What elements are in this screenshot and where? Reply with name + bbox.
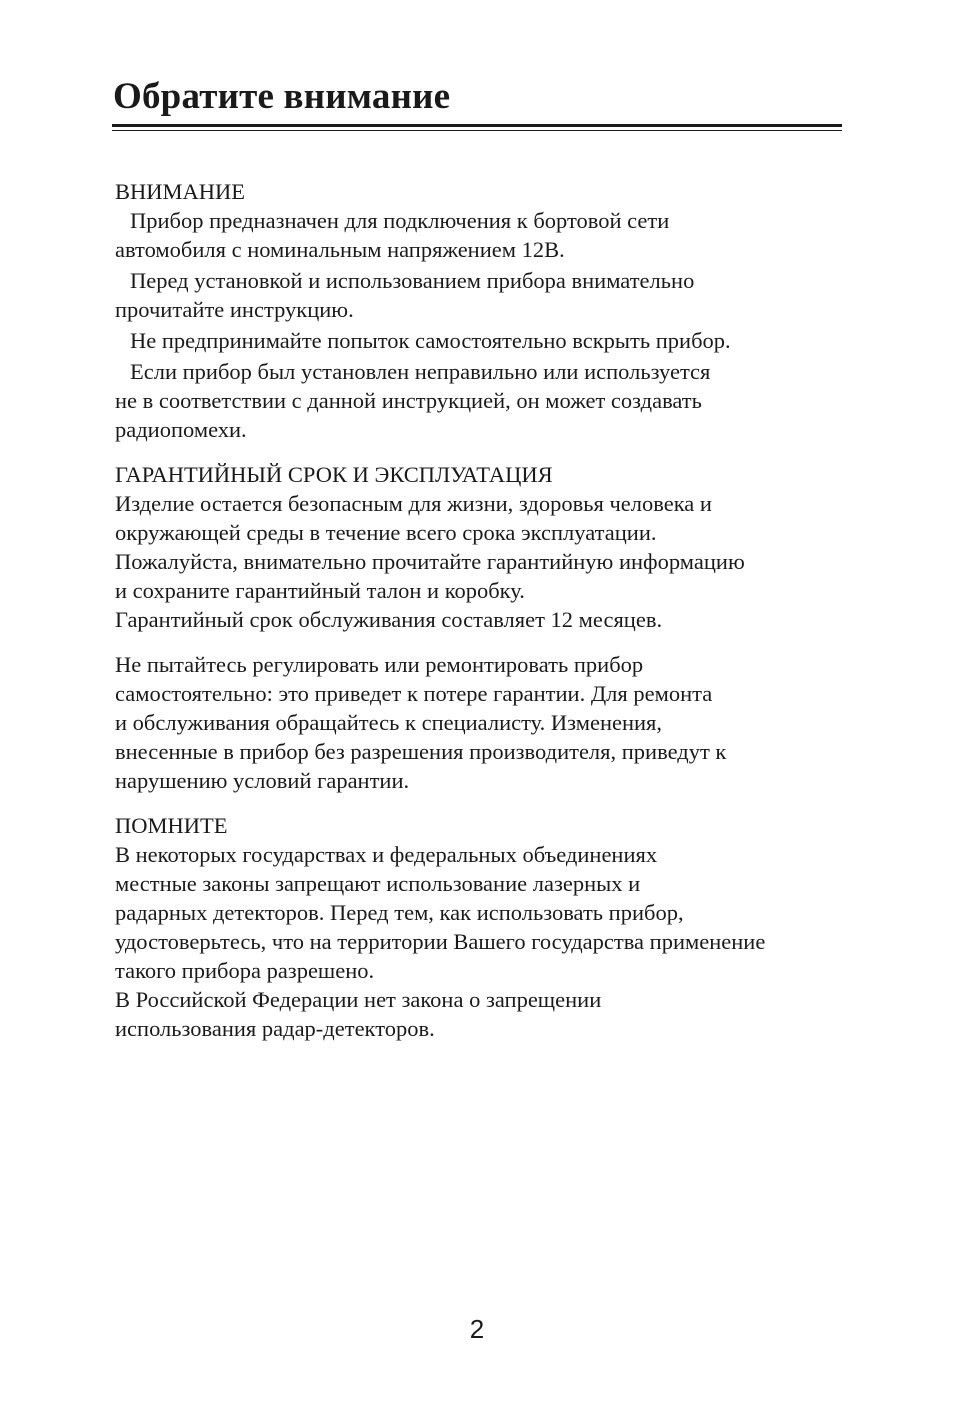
paragraph-line: Изделие остается безопасным для жизни, здоровья человека и [115,491,712,516]
paragraph-line: окружающей среды в течение всего срока эксплуатации. [115,520,657,545]
paragraph-line: прочитайте инструкцию. [115,297,354,322]
paragraph-line: использования радар-детекторов. [115,1016,435,1041]
paragraph-line: местные законы запрещают использование лазерных и [115,871,641,896]
section-heading-attention: ВНИМАНИЕ [115,179,246,204]
paragraph-line: Перед установкой и использованием прибора внимательно [130,268,695,293]
paragraph-line: Не пытайтесь регулировать или ремонтировать прибор [115,652,644,677]
section-heading-remember: ПОМНИТЕ [115,813,228,838]
paragraph-line: радарных детекторов. Перед тем, как использовать прибор, [115,900,684,925]
paragraph-line: удостоверьтесь, что на территории Вашего государства применение [115,929,766,954]
paragraph-line: автомобиля с номинальным напряжением 12В. [115,237,565,262]
title-rule-thick [112,124,842,127]
section-remember [115,811,875,1043]
paragraph-line: нарушению условий гарантии. [115,768,410,793]
paragraph-line: не в соответствии с данной инструкцией, он может создавать [115,388,702,413]
page-content [115,177,875,1043]
paragraph-line: радиопомехи. [115,417,247,442]
page-number: 2 [469,1314,485,1344]
paragraph-line: Прибор предназначен для подключения к бортовой сети [130,208,670,233]
paragraph-line: Если прибор был установлен неправильно или используется [130,359,711,384]
paragraph-line: Пожалуйста, внимательно прочитайте гарантийную информацию [115,549,745,574]
section-attention [115,177,875,444]
paragraph-line: и сохраните гарантийный талон и коробку. [115,578,525,603]
paragraph-line: самостоятельно: это приведет к потере гарантии. Для ремонта [115,681,713,706]
section-warranty [115,460,875,634]
paragraph-line: Не предпринимайте попыток самостоятельно вскрыть прибор. [130,328,731,353]
paragraph-line: Гарантийный срок обслуживания составляет 12 месяцев. [115,607,663,632]
section-repair [115,650,875,795]
section-heading-warranty: ГАРАНТИЙНЫЙ СРОК И ЭКСПЛУАТАЦИЯ [115,462,553,487]
paragraph-line: внесенные в прибор без разрешения производителя, приведут к [115,739,727,764]
paragraph-line: и обслуживания обращайтесь к специалисту. Изменения, [115,710,663,735]
paragraph-line: такого прибора разрешено. [115,958,375,983]
page-title: Обратите внимание [113,76,451,117]
title-rule-thin [112,130,842,131]
paragraph-line: В некоторых государствах и федеральных объединениях [115,842,658,867]
paragraph-line: В Российской Федерации нет закона о запрещении [115,987,602,1012]
